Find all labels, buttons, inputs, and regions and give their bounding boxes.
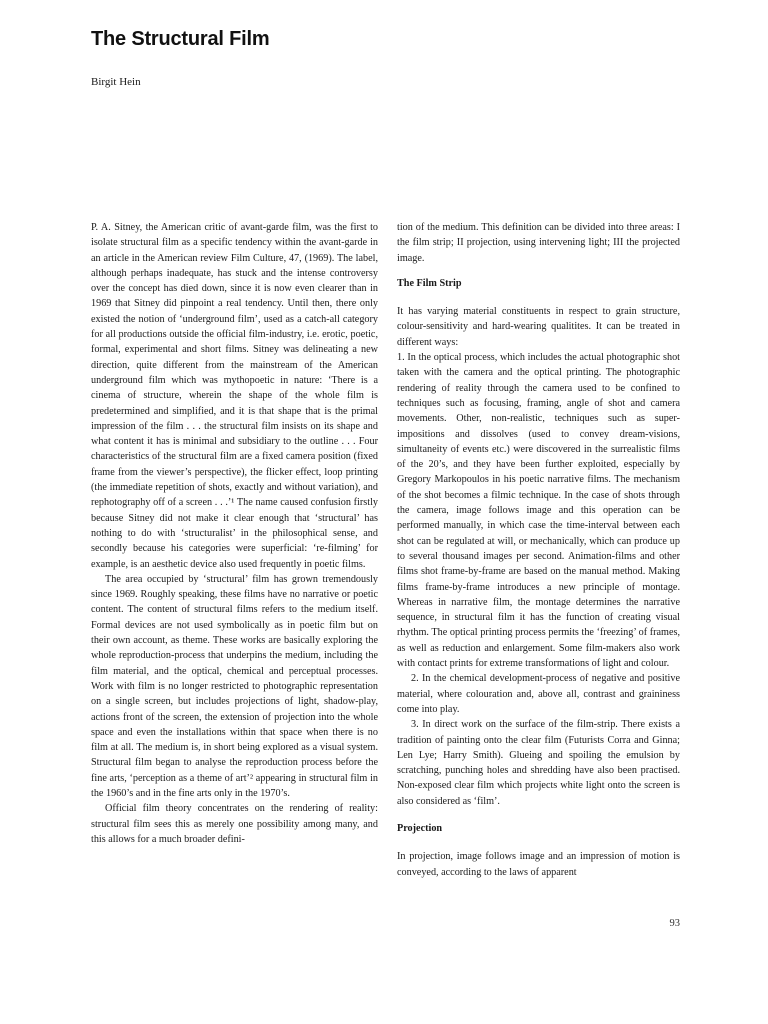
page-number: 93 — [669, 918, 680, 929]
paragraph: Official film theory concentrates on the rendering of reality: structural film sees this as merely one possibility among many, and this allows for a much broader defini- — [91, 803, 378, 845]
article-author: Birgit Hein — [91, 76, 141, 88]
paragraph: 1. In the optical process, which includes the actual photographic shot taken with the camera and the optical printing. The photographic rendering of reality through the camera used to be confined to techniques such as focusing, framing, angle of shot and camera movements. Other, non-realistic, techniques such as super-impositions and dissolves (used to convey dream-visions, simultaneity of events etc.) were discovered in the surrealistic films of the 20’s, and they have been further exploited, especially by Gregory Markopoulos in his poetic narrative films. The mechanism of the shot becomes a filmic technique. In the case of shots through the camera, image follows image and this operation can be performed manually, in which case the time-interval between each shot can be regulated at will, or mechanically, which can produce up to several thousand images per second. Animation-films and other films shot frame-by-frame are based on the manual method. Making films frame-by-frame introduces a new principle of montage. Whereas in narrative film, the montage determines the narrative sequence, in structural film it has the function of creating visual rhythm. The optical printing process permits the ‘freezing’ of frames, as well as reduction and enlargement. Some film-makers also work with contact prints for extreme transformations of light and colour. — [397, 352, 680, 670]
paragraph: The area occupied by ‘structural’ film has grown tremendously since 1969. Roughly speaking, these films have no narrative or poetic content. The content of structural films refers to the medium itself. Formal devices are not used symbolically as in poetic film but on their own account, as theme. These works are basically exploring the whole reproduction-process that underpins the medium, including the film material, and the optical, chemical and perceptual processes. Work with film is no longer restricted to photographic representation on a single screen, but includes projections of light, shadow-play, actions front of the screen, the extension of projection into the whole space and even the installations within that space when there is no film at all. The medium is, in short being explored as a visual system. Structural film began to analyse the reproduction process before the fine arts, ‘perception as a theme of art’² appearing in structural film in the 1960’s and in the fine arts only in the 1970’s. — [91, 573, 378, 799]
right-column — [397, 220, 680, 880]
paragraph: 3. In direct work on the surface of the film-strip. There exists a tradition of painting onto the clear film (Futurists Corra and Ginna; Len Lye; Harry Smith). Glueing and spoiling the emulsion by scratching, punching holes and shredding have also been practised. Non-exposed clear film which projects white light onto the screen is also considered as ‘film’. — [397, 719, 680, 807]
section-heading-projection: Projection — [397, 822, 443, 834]
paragraph: It has varying material constituents in respect to grain structure, colour-sensitivity and hard-wearing qualitites. It can be treated in different ways: — [397, 306, 680, 348]
left-column — [91, 220, 378, 847]
paragraph: P. A. Sitney, the American critic of avant-garde film, was the first to isolate structural film as a specific tendency within the avant-garde in an article in the American review Film Culture, 47, (1969). The label, although perhaps inadequate, has stuck and the intense controversy over the concept has died down, since it is now even clearer than in 1969 that Sitney did pinpoint a real tendency. Until then, there only existed the notion of ‘underground film’, used as a catch-all category for all productions outside the official film-industry, i.e. erotic, poetic, formal, experimental and short films. Sitney was delineating a new direction, quite different from the mainstream of the American underground film which was mythopoetic in nature: ‘There is a cinema of structure, wherein the shape of the whole film is predetermined and simplified, and it is that shape that is the primal impression of the film . . . the structural film insists on its shape and what content it has is minimal and subsidiary to the outline . . . Four characteristics of the structural film are a fixed camera position (fixed frame from the viewer’s perspective), the flicker effect, loop printing (the immediate repetition of shots, exactly and without variation), and rephotography off of a screen . . .’¹ The name caused confusion firstly because Sitney did not make it clear enough that ‘structural’ has nothing to do with ‘structuralist’ in the philosophical sense, and secondly because his categories were superficial: ‘re-filming’ for example, is an aesthetic device also used frequently in poetic films. — [91, 222, 378, 570]
paragraph: tion of the medium. This definition can be divided into three areas: I the film strip; II projection, using intervening light; III the projected image. — [397, 222, 680, 264]
article-title: The Structural Film — [91, 28, 270, 50]
section-heading-film-strip: The Film Strip — [397, 277, 462, 289]
paragraph: In projection, image follows image and an impression of motion is conveyed, according to the laws of apparent — [397, 851, 680, 878]
paragraph: 2. In the chemical development-process of negative and positive material, where colouration and, above all, contrast and graininess come into play. — [397, 673, 680, 715]
